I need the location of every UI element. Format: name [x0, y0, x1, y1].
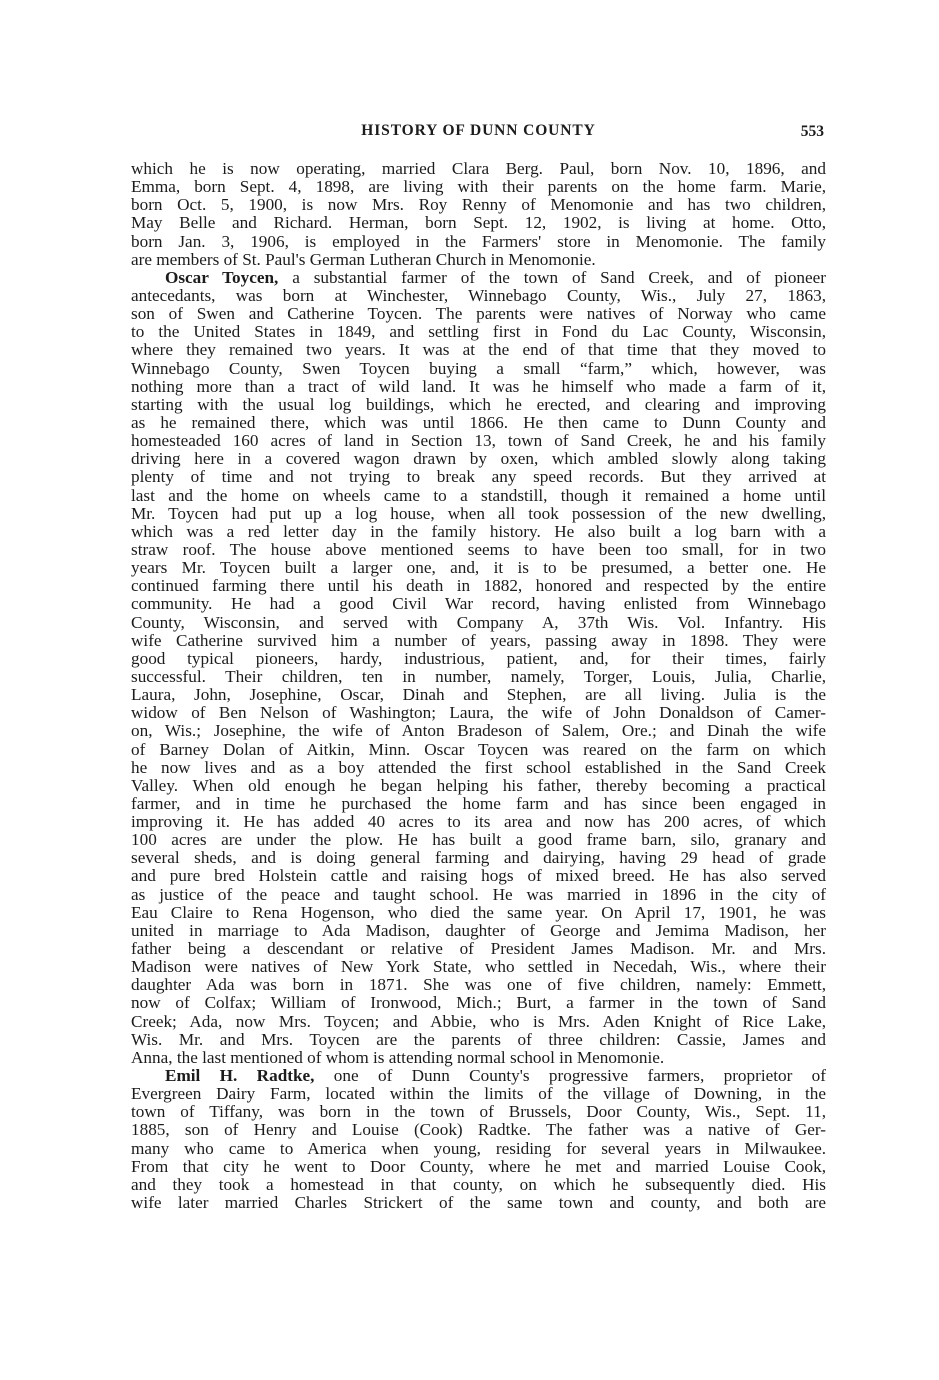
- text-line: of Barney Dolan of Aitkin, Minn. Oscar Toycen was reared on the farm on which: [131, 739, 826, 759]
- text-line: Eau Claire to Rena Hogenson, who died the same year. On April 17, 1901, he was: [131, 902, 826, 922]
- text-line: Emma, born Sept. 4, 1898, are living with their parents on the home farm. Marie,: [131, 177, 826, 197]
- running-head: [131, 122, 826, 146]
- text-line: Valley. When old enough he began helping his father, thereby becoming a practical: [131, 775, 826, 795]
- text-line: last and the home on wheels came to a standstill, though it remained a home until: [131, 485, 826, 505]
- text-line: father being a descendant or relative of President James Madison. Mr. and Mrs.: [131, 939, 826, 959]
- text-line: plenty of time and not trying to break any speed records. But they arrived at: [131, 467, 826, 487]
- person-name: Emil H. Radtke,: [165, 1066, 315, 1086]
- text-line: on, Wis.; Josephine, the wife of Anton Bradeson of Salem, Ore.; and Dinah the wife: [131, 721, 826, 741]
- text-line: born Oct. 5, 1900, is now Mrs. Roy Renny of Menomonie and has two children,: [131, 195, 826, 215]
- text-line: [131, 1067, 826, 1085]
- text-line: Winnebago County, Swen Toycen buying a small “farm,” which, however, was: [131, 358, 826, 378]
- text-line: son of Swen and Catherine Toycen. The parents were natives of Norway who came: [131, 304, 826, 324]
- running-title: HISTORY OF DUNN COUNTY: [361, 122, 596, 139]
- text-line: successful. Their children, ten in number, namely, Torger, Louis, Julia, Charlie,: [131, 666, 826, 686]
- text-line: years Mr. Toycen built a larger one, and, it is to be presumed, a better one. He: [131, 558, 826, 578]
- line-text: a substantial farmer of the town of Sand Creek, and of pioneer: [278, 267, 826, 287]
- text-line: driving here in a covered wagon drawn by oxen, which ambled slowly along taking: [131, 449, 826, 469]
- text-line: born Jan. 3, 1906, is employed in the Farmers' store in Menomonie. The family: [131, 231, 826, 251]
- text-line: now of Colfax; William of Ironwood, Mich.; Burt, a farmer in the town of Sand: [131, 993, 826, 1013]
- text-line: improving it. He has added 40 acres to its area and now has 200 acres, of which: [131, 812, 826, 832]
- text-line: daughter Ada was born in 1871. She was one of five children, namely: Emmett,: [131, 975, 826, 995]
- paragraph-emil-radtke: [131, 1067, 826, 1212]
- text-line: community. He had a good Civil War record, having enlisted from Winnebago: [131, 594, 826, 614]
- text-line: several sheds, and is doing general farming and dairying, having 29 head of grade: [131, 848, 826, 868]
- text-line: 100 acres are under the plow. He has built a good frame barn, silo, granary and: [131, 830, 826, 850]
- text-line: Madison were natives of New York State, who settled in Necedah, Wis., where their: [131, 957, 826, 977]
- text-line: wife Catherine survived him a number of years, passing away in 1898. They were: [131, 630, 826, 650]
- paragraph-continuation: [131, 160, 826, 269]
- text-line: 1885, son of Henry and Louise (Cook) Radtke. The father was a native of Ger-: [131, 1120, 826, 1140]
- text-line: as he remained there, which was until 1866. He then came to Dunn County and: [131, 412, 826, 432]
- text-line: homesteaded 160 acres of land in Section 13, town of Sand Creek, he and his family: [131, 431, 826, 451]
- text-line: many who came to America when young, residing for several years in Milwaukee.: [131, 1138, 826, 1158]
- text-line: wife later married Charles Strickert of the same town and county, and both are: [131, 1193, 826, 1213]
- text-line: widow of Ben Nelson of Washington; Laura, the wife of John Donaldson of Camer-: [131, 703, 826, 723]
- text-line: antecedants, was born at Winchester, Winnebago County, Wis., July 27, 1863,: [131, 285, 826, 305]
- text-line: town of Tiffany, was born in the town of Brussels, Door County, Wis., Sept. 11,: [131, 1102, 826, 1122]
- text-line: he now lives and as a boy attended the first school established in the Sand Creek: [131, 757, 826, 777]
- text-line: which was a red letter day in the family history. He also built a log barn with a: [131, 521, 826, 541]
- paragraph-oscar-toycen: [131, 269, 826, 1067]
- line-text: one of Dunn County's progressive farmers, proprietor of: [314, 1066, 826, 1086]
- text-line: which he is now operating, married Clara Berg. Paul, born Nov. 10, 1896, and: [131, 159, 826, 178]
- text-line: where they remained two years. It was at the end of that time that they moved to: [131, 340, 826, 360]
- text-line: as justice of the peace and taught school. He was married in 1896 in the city of: [131, 884, 826, 904]
- text-line: good typical pioneers, hardy, industrious, patient, and, for their times, fairly: [131, 648, 826, 668]
- text-line: [131, 269, 826, 287]
- text-line: Mr. Toycen had put up a log house, when all took possession of the new dwelling,: [131, 503, 826, 523]
- text-line: May Belle and Richard. Herman, born Sept. 12, 1902, is living at home. Otto,: [131, 213, 826, 233]
- text-line: From that city he went to Door County, where he met and married Louise Cook,: [131, 1156, 826, 1176]
- text-line: starting with the usual log buildings, which he erected, and clearing and improving: [131, 394, 826, 414]
- text-line: and pure bred Holstein cattle and raising hogs of mixed breed. He has also served: [131, 866, 826, 886]
- page-number: 553: [800, 123, 824, 140]
- text-line: nothing more than a tract of wild land. It was he himself who made a farm of it,: [131, 376, 826, 396]
- text-line: straw roof. The house above mentioned seems to have been too small, for in two: [131, 539, 826, 559]
- text-line: Creek; Ada, now Mrs. Toycen; and Abbie, who is Mrs. Aden Knight of Rice Lake,: [131, 1011, 826, 1031]
- text-line: Evergreen Dairy Farm, located within the limits of the village of Downing, in the: [131, 1084, 826, 1104]
- body-text: [131, 160, 826, 1212]
- text-line: to the United States in 1849, and settling first in Fond du Lac County, Wisconsin,: [131, 322, 826, 342]
- text-line: County, Wisconsin, and served with Company A, 37th Wis. Vol. Infantry. His: [131, 612, 826, 632]
- text-line: farmer, and in time he purchased the home farm and has since been engaged in: [131, 793, 826, 813]
- person-name: Oscar Toycen,: [165, 267, 279, 287]
- text-line: Laura, John, Josephine, Oscar, Dinah and Stephen, are all living. Julia is the: [131, 685, 826, 705]
- text-line: are members of St. Paul's German Lutheran Church in Menomonie.: [131, 249, 596, 269]
- text-line: and they took a homestead in that county, on which he subsequently died. His: [131, 1174, 826, 1194]
- text-line: Anna, the last mentioned of whom is attending normal school in Menomonie.: [131, 1047, 665, 1067]
- text-line: continued farming there until his death in 1882, honored and respected by the entire: [131, 576, 826, 596]
- text-line: united in marriage to Ada Madison, daughter of George and Jemima Madison, her: [131, 920, 826, 940]
- text-line: Wis. Mr. and Mrs. Toycen are the parents of three children: Cassie, James and: [131, 1029, 826, 1049]
